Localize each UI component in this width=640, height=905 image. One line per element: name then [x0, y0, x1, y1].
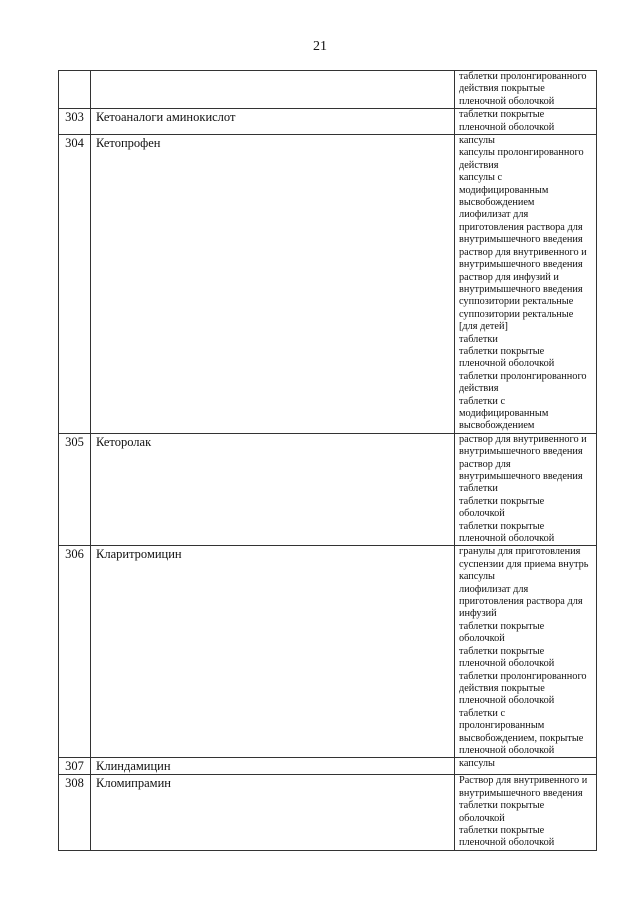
dosage-forms [455, 775, 597, 850]
dosage-form-line: раствор для [459, 458, 511, 470]
dosage-form-line: действия покрытые [459, 83, 545, 95]
table-row [59, 71, 597, 109]
dosage-form-line: суспензии для приема внутрь [459, 558, 589, 570]
dosage-forms [455, 71, 597, 109]
dosage-form-line: высвобождением [459, 420, 535, 432]
dosage-form-line: пленочной оболочкой [459, 358, 555, 370]
row-number: 305 [59, 433, 91, 546]
drug-name: Кеторолак [91, 433, 455, 546]
dosage-form-line: суппозитории ректальные [459, 296, 574, 308]
dosage-form-line: внутримышечного введения [459, 283, 583, 295]
dosage-form-line: инфузий [459, 608, 497, 620]
dosage-form-line: таблетки с [459, 395, 506, 407]
dosage-form-line: таблетки покрытые [459, 345, 545, 357]
dosage-form-line: пленочной оболочкой [459, 837, 555, 849]
dosage-form-line: внутримышечного введения [459, 234, 583, 246]
dosage-form-line: пленочной оболочкой [459, 533, 555, 545]
dosage-form-line: таблетки пролонгированного [459, 670, 587, 682]
dosage-form-line: таблетки пролонгированного [459, 370, 587, 382]
dosage-form-line: таблетки покрытые [459, 495, 545, 507]
row-number: 307 [59, 758, 91, 775]
dosage-form-line: приготовления раствора для [459, 596, 583, 608]
dosage-form-line: пролонгированным [459, 720, 545, 732]
dosage-form-line: пленочной оболочкой [459, 658, 555, 670]
dosage-form-line: высвобождением [459, 197, 535, 209]
drug-name: Кетопрофен [91, 135, 455, 434]
dosage-form-line: Раствор для внутривенного и [459, 775, 588, 787]
dosage-form-line: таблетки покрытые [459, 109, 545, 121]
dosage-form-line: капсулы [459, 135, 495, 147]
dosage-form-line: капсулы [459, 758, 495, 770]
dosage-form-line: раствор для внутривенного и [459, 433, 587, 445]
dosage-form-line: таблетки пролонгированного [459, 71, 587, 82]
drug-table [58, 70, 597, 851]
dosage-form-line: суппозитории ректальные [459, 308, 574, 320]
row-number: 304 [59, 135, 91, 434]
dosage-form-line: таблетки с [459, 707, 506, 719]
dosage-form-line: оболочкой [459, 508, 505, 520]
table-row [59, 775, 597, 850]
row-number: 303 [59, 109, 91, 135]
dosage-form-line: приготовления раствора для [459, 221, 583, 233]
drug-name [91, 71, 455, 109]
dosage-forms [455, 109, 597, 135]
table-row [59, 433, 597, 546]
dosage-form-line: внутримышечного введения [459, 471, 583, 482]
dosage-form-line: капсулы с [459, 172, 503, 184]
table-row [59, 109, 597, 135]
dosage-form-line: пленочной оболочкой [459, 121, 555, 133]
dosage-form-line: таблетки [459, 483, 498, 495]
dosage-form-line: оболочкой [459, 812, 505, 824]
dosage-form-line: лиофилизат для [459, 209, 529, 221]
dosage-form-line: таблетки [459, 333, 498, 345]
row-number: 308 [59, 775, 91, 850]
dosage-form-line: пленочной оболочкой [459, 95, 555, 107]
table-row [59, 758, 597, 775]
dosage-form-line: таблетки покрытые [459, 645, 545, 657]
dosage-form-line: гранулы для приготовления [459, 546, 581, 558]
dosage-form-line: внутримышечного введения [459, 446, 583, 458]
dosage-form-line: лиофилизат для [459, 583, 529, 595]
drug-name: Клиндамицин [91, 758, 455, 775]
drug-name: Кларитромицин [91, 546, 455, 758]
dosage-form-line: модифицированным [459, 407, 549, 419]
table-body [59, 71, 597, 851]
dosage-form-line: внутримышечного введения [459, 259, 583, 271]
dosage-form-line: пленочной оболочкой [459, 744, 555, 756]
dosage-form-line: модифицированным [459, 184, 549, 196]
dosage-form-line: высвобождением, покрытые [459, 732, 584, 744]
dosage-form-line: внутримышечного введения [459, 787, 583, 799]
dosage-form-line: раствор для внутривенного и [459, 246, 587, 258]
dosage-form-line: таблетки покрытые [459, 520, 545, 532]
drug-name: Кетоаналоги аминокислот [91, 109, 455, 135]
dosage-form-line: пленочной оболочкой [459, 695, 555, 707]
drug-name: Кломипрамин [91, 775, 455, 850]
dosage-form-line: капсулы пролонгированного [459, 147, 584, 159]
dosage-forms [455, 135, 597, 434]
row-number: 306 [59, 546, 91, 758]
dosage-form-line: действия покрытые [459, 682, 545, 694]
dosage-form-line: [для детей] [459, 321, 508, 333]
dosage-forms [455, 758, 597, 775]
dosage-form-line: действия [459, 159, 499, 171]
dosage-form-line: действия [459, 383, 499, 395]
dosage-form-line: капсулы [459, 571, 495, 583]
dosage-form-line: таблетки покрытые [459, 620, 545, 632]
dosage-forms [455, 433, 597, 546]
table-row [59, 546, 597, 758]
page-number: 21 [313, 39, 327, 54]
dosage-form-line: оболочкой [459, 633, 505, 645]
dosage-forms [455, 546, 597, 758]
row-number [59, 71, 91, 109]
dosage-form-line: таблетки покрытые [459, 824, 545, 836]
dosage-form-line: таблетки покрытые [459, 800, 545, 812]
table-row [59, 135, 597, 434]
dosage-form-line: раствор для инфузий и [459, 271, 559, 283]
